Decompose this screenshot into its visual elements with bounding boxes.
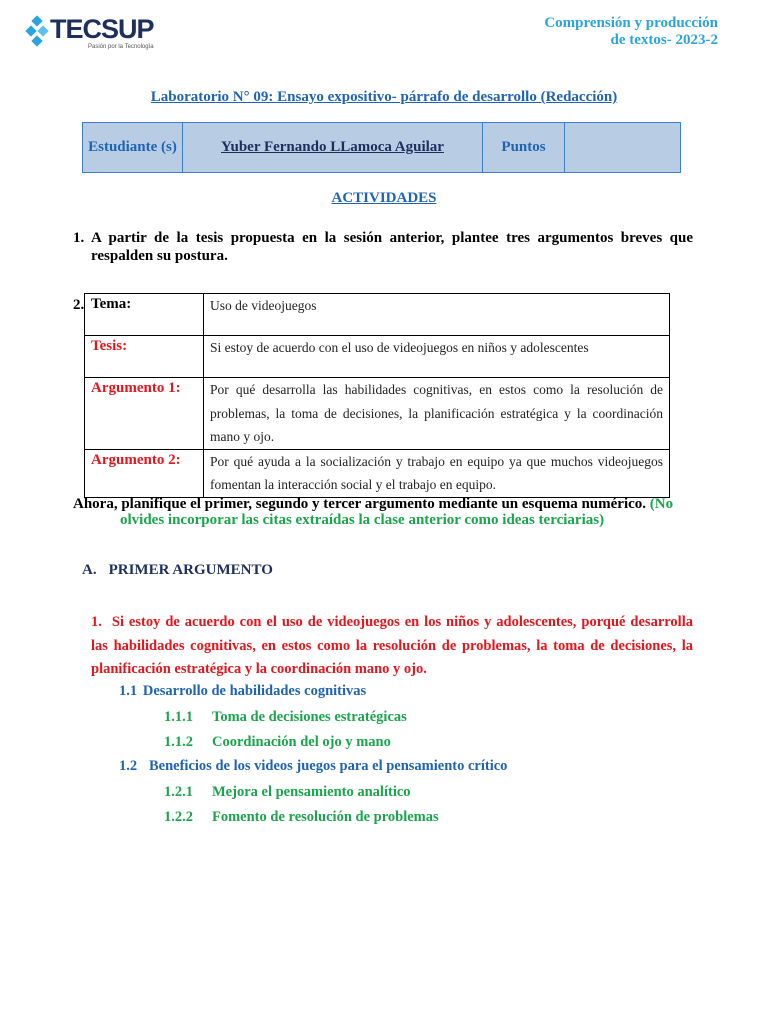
outline-text: Fomento de resolución de problemas <box>212 809 439 825</box>
outline-number: 1.2 <box>119 758 138 774</box>
section-a-letter: A. <box>82 562 97 578</box>
question-1 <box>73 229 693 265</box>
argumento-2-value: Por qué ayuda a la socialización y trabajo en equipo ya que muchos videojuegos fomentan la interacción social y el trabajo en equipo. <box>204 449 670 497</box>
section-a-heading <box>82 562 273 579</box>
tesis-value: Si estoy de acuerdo con el uso de videojuegos en niños y adolescentes <box>204 336 670 378</box>
plan-note-start: (No <box>649 496 674 512</box>
lab-title <box>0 88 768 106</box>
outline-item-1-1 <box>119 683 366 700</box>
outline-text: Coordinación del ojo y mano <box>212 734 391 750</box>
question-2-number: 2. <box>73 297 85 313</box>
question-1-number: 1. <box>73 230 85 246</box>
argumento-1-label: Argumento 1: <box>85 378 204 450</box>
table-row <box>85 294 670 336</box>
outline-item-1-2 <box>119 758 507 775</box>
outline-item-1-1-1 <box>164 709 407 726</box>
course-header <box>544 15 718 49</box>
points-value <box>565 123 681 173</box>
student-name: Yuber Fernando LLamoca Aguilar <box>183 123 483 173</box>
table-row <box>85 378 670 450</box>
points-label: Puntos <box>483 123 565 173</box>
outline-number: 1.1.1 <box>164 709 193 725</box>
outline-number: 1.2.2 <box>164 809 193 825</box>
course-line-2: de textos- 2023-2 <box>610 32 718 48</box>
outline-text: Desarrollo de habilidades cognitivas <box>142 683 367 699</box>
outline-number: 1.1.2 <box>164 734 193 750</box>
table-row <box>85 449 670 497</box>
outline-item-1-1-2 <box>164 734 391 751</box>
outline-item-1-2-2 <box>164 809 439 826</box>
outline-number: 1.2.1 <box>164 784 193 800</box>
tema-value: Uso de videojuegos <box>204 294 670 336</box>
activities-heading: ACTIVIDADES <box>331 190 437 206</box>
outline-text: Beneficios de los videos juegos para el pensamiento crítico <box>149 758 508 774</box>
plan-note-rest: olvides incorporar las citas extraídas la clase anterior como ideas terciarias) <box>120 512 605 528</box>
tesis-label: Tesis: <box>85 336 204 378</box>
tema-label: Tema: <box>85 294 204 336</box>
outline-item-1-2-1 <box>164 784 411 801</box>
logo-tagline: Pasión por la Tecnología <box>88 44 154 50</box>
argumento-1-value: Por qué desarrolla las habilidades cognitivas, en estos como la resolución de problemas, la toma de decisiones, la planificación estratégica y la coordinación mano y ojo. <box>204 378 670 450</box>
argument-table <box>84 293 670 498</box>
logo-wordmark: TECSUP <box>50 14 154 44</box>
student-label: Estudiante (s) <box>83 123 183 173</box>
outline-text: Toma de decisiones estratégicas <box>212 709 407 725</box>
lab-title-text: Laboratorio N° 09: Ensayo expositivo- párrafo de desarrollo (Redacción) <box>150 89 618 105</box>
outline-number: 1.1 <box>119 683 138 699</box>
course-line-1: Comprensión y producción <box>544 15 718 31</box>
table-row <box>85 336 670 378</box>
point-1-text: Si estoy de acuerdo con el uso de videojuegos en los niños y adolescentes, porqué desarrolla las habilidades cognitivas, en estos como la resolución de problemas, la toma de decisiones, la planificación estratégica y la coordinación mano y ojo. <box>91 614 693 677</box>
argumento-2-label: Argumento 2: <box>85 449 204 497</box>
plan-instruction <box>73 496 698 528</box>
student-table <box>82 122 681 173</box>
outline-text: Mejora el pensamiento analítico <box>212 784 411 800</box>
point-1 <box>91 611 693 682</box>
question-1-text: A partir de la tesis propuesta en la sesión anterior, plantee tres argumentos breves que respalden su postura. <box>91 230 693 264</box>
plan-main: Ahora, planifique el primer, segundo y tercer argumento mediante un esquema numérico. <box>73 496 647 512</box>
section-a-title: PRIMER ARGUMENTO <box>108 562 273 578</box>
point-1-number: 1. <box>91 614 102 630</box>
